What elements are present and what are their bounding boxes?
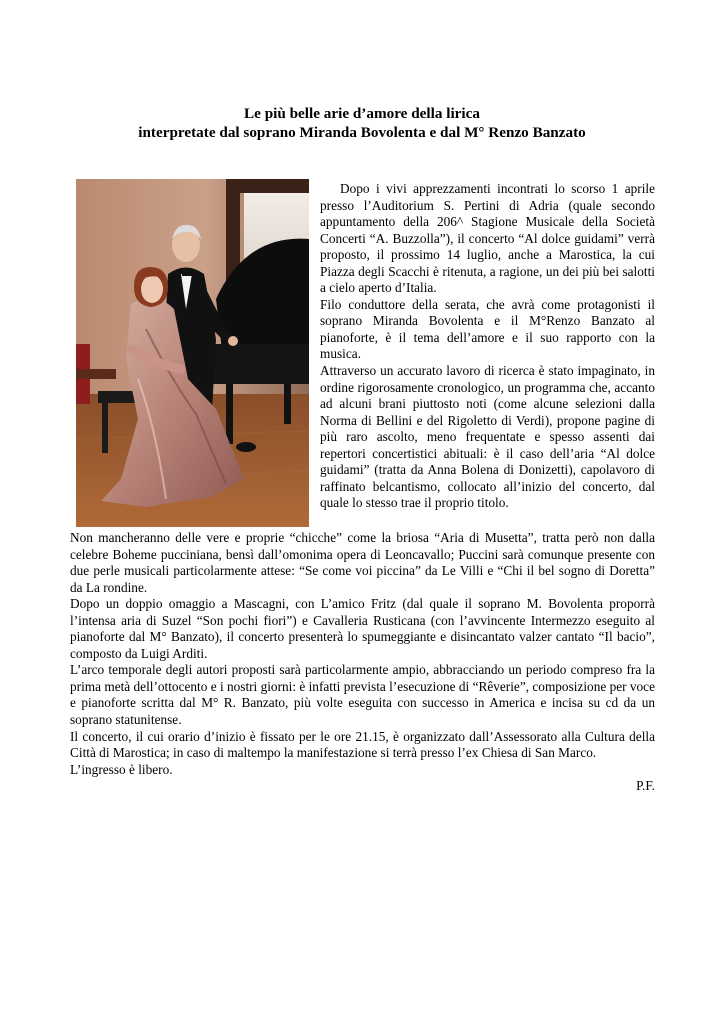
paragraph-ingresso: L’ingresso è libero.: [70, 761, 173, 777]
title-line-1: Le più belle arie d’amore della lirica: [244, 105, 480, 122]
paragraph-chicche: Non mancheranno delle vere e proprie “chicche” come la briosa “Aria di Musetta”, tratta però non dalla celebre Boheme pucciniana, bensì dall’omonima opera di Leoncavallo; Puccini sarà comunque presente con due perle musicali particolarmente attese: “Se come voi piccina” da Le Villi e “Chi il bel sogno di Doretta” da La rondine.: [70, 530, 655, 595]
title-line-2: interpretate dal soprano Miranda Bovolenta e dal M° Renzo Banzato: [138, 124, 586, 141]
paragraph-orario: Il concerto, il cui orario d’inizio è fissato per le ore 21.15, è organizzato dall’Assessorato alla Cultura della Città di Marostica; in caso di maltempo la manifestazione si terrà presso l’ex Chiesa di San Marco.: [70, 728, 655, 761]
signature: P.F.: [636, 778, 655, 794]
paragraph-mascagni: Dopo un doppio omaggio a Mascagni, con L’amico Fritz (dal quale il soprano M. Bovolenta proporrà l’intensa aria di Suzel “Son pochi fiori”) e Cavalleria Rusticana (con l’avvincente Intermezzo eseguito al pianoforte dal M° Banzato), il concerto presenterà lo spumeggiante e disincantato valzer cantato “Il bacio”, composto da Luigi Arditi.: [70, 596, 655, 661]
paragraph-program: Attraverso un accurato lavoro di ricerca è stato impaginato, in ordine rigorosamente cronologico, un programma che, accanto ad alcuni brani piuttosto noti (come alcune selezioni dalla Norma di Bellini e del Rigoletto di Verdi), propone pagine di più raro ascolto, meno frequentate e spesso assenti dai repertori concertistici abituali: è il caso dell’aria “Al dolce guidami” (tratta da Anna Bolena di Donizetti), capolavoro di raffinato belcantismo, collocato all’inizio del concerto, dal quale lo stesso trae il proprio titolo.: [320, 363, 655, 511]
paragraph-intro: Dopo i vivi apprezzamenti incontrati lo scorso 1 aprile presso l’Auditorium S. Pertini di Adria (quale secondo appuntamento della 206^ Stagione Musicale della Società Concerti “A. Buzzolla”), il concerto “Al dolce guidami” verrà proposto, il prossimo 14 luglio, anche a Marostica, la cui Piazza degli Scacchi è ritenuta, a ragione, un dei più bei salotti a cielo aperto d’Italia.: [320, 181, 655, 296]
paragraph-theme: Filo conduttore della serata, che avrà come protagonisti il soprano Miranda Bovolenta e il M°Renzo Banzato al pianoforte, è il tema dell’amore e il suo rapporto con la musica.: [320, 296, 655, 362]
singer-and-pianist-photo: [76, 179, 309, 527]
side-column-text: [320, 181, 655, 512]
article-title: [70, 104, 654, 142]
full-width-text: [70, 530, 655, 795]
paragraph-arco-temporale: L’arco temporale degli autori proposti sarà particolarmente ampio, abbracciando un periodo compreso fra la prima metà dell’ottocento e i nostri giorni: è infatti prevista l’esecuzione di “Rêverie”, composizione per voce e pianoforte scritta dal M° R. Banzato, più volte eseguita con successo in America e incisa su cd da un soprano statunitense.: [70, 662, 655, 728]
